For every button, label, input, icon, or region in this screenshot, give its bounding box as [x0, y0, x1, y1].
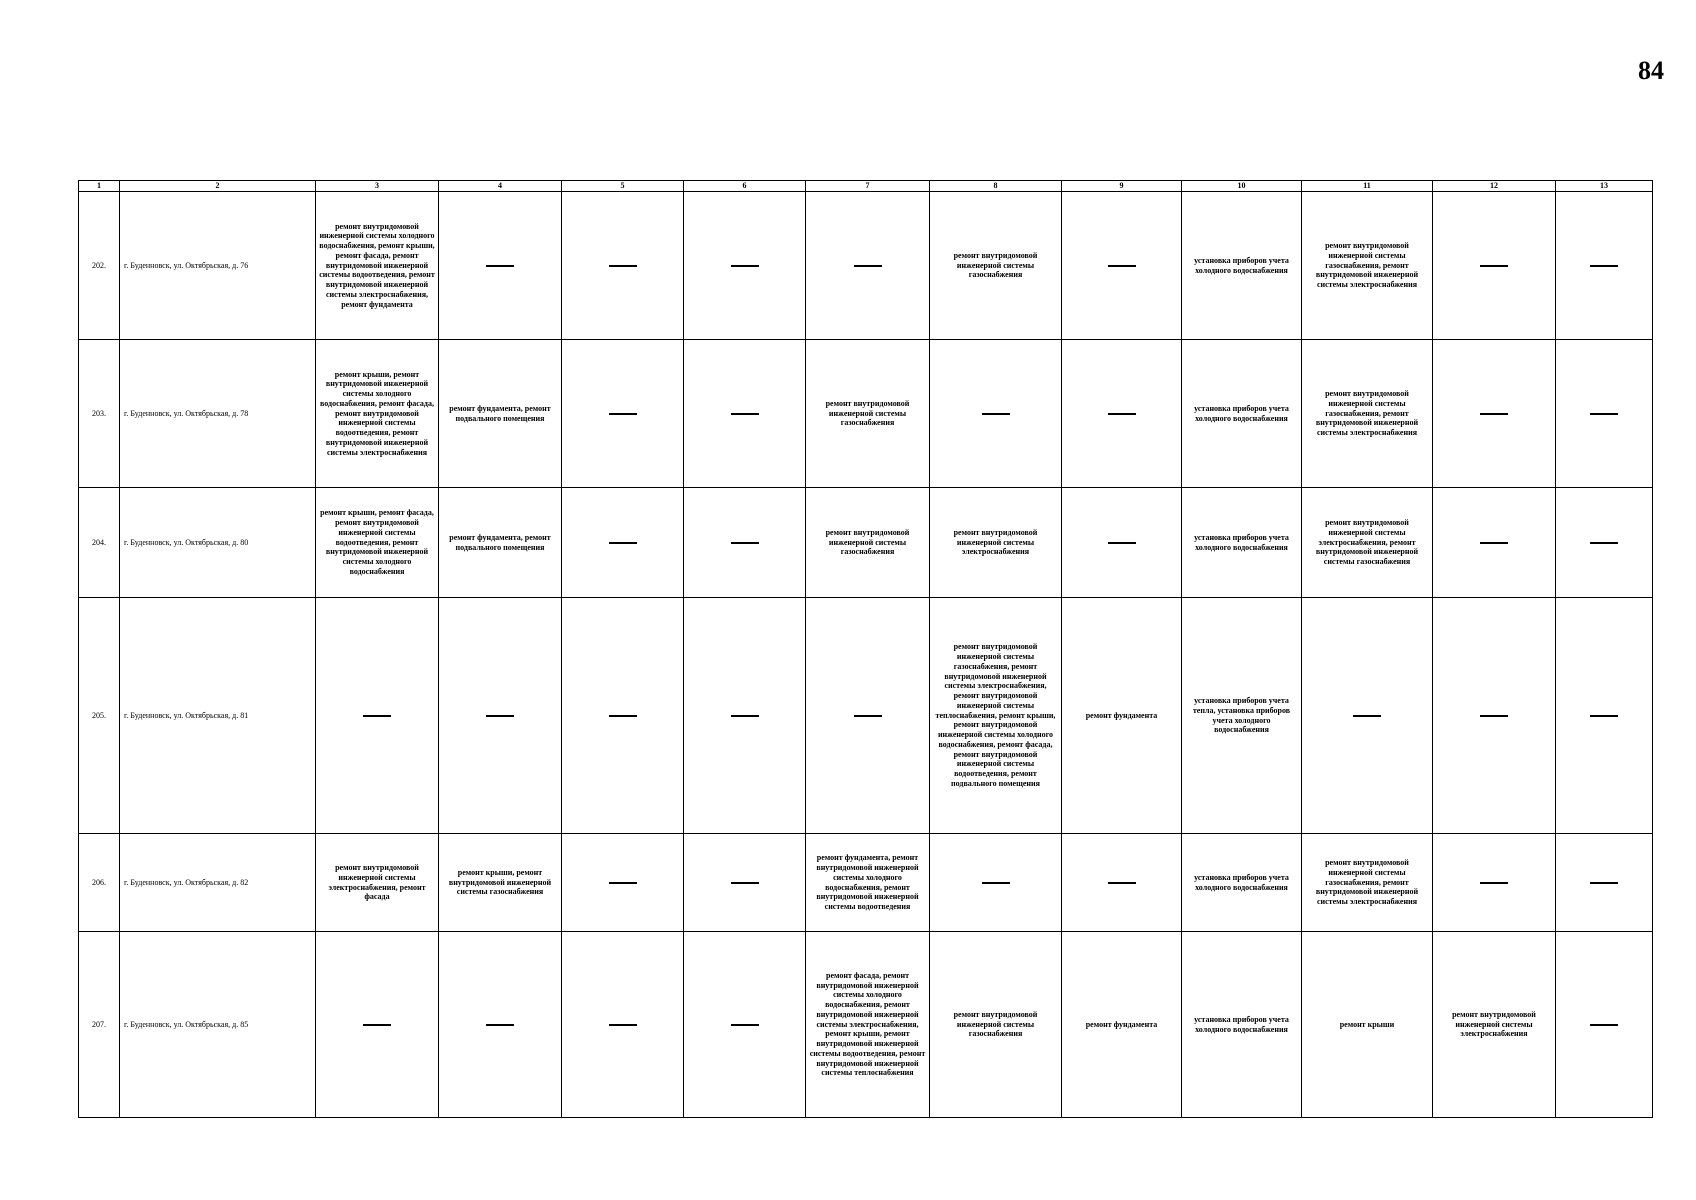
- work-cell: ремонт крыши, ремонт внутридомовой инженерной системы газоснабжения: [439, 834, 562, 932]
- table-row: [79, 834, 1653, 932]
- dash-mark: [1590, 882, 1618, 884]
- column-number: 7: [806, 181, 930, 192]
- empty-cell: [684, 340, 806, 488]
- empty-cell: [1433, 488, 1556, 598]
- dash-mark: [1108, 413, 1136, 415]
- empty-cell: [439, 192, 562, 340]
- dash-mark: [1590, 1024, 1618, 1026]
- row-address: г. Буденновск, ул. Октябрьская, д. 85: [120, 932, 316, 1118]
- empty-cell: [316, 598, 439, 834]
- work-cell: ремонт внутридомовой инженерной системы электроснабжения: [930, 488, 1062, 598]
- column-number: 11: [1302, 181, 1433, 192]
- empty-cell: [562, 192, 684, 340]
- work-cell: ремонт фундамента, ремонт подвального помещения: [439, 488, 562, 598]
- dash-mark: [609, 715, 637, 717]
- work-cell: установка приборов учета холодного водоснабжения: [1182, 192, 1302, 340]
- row-address: г. Буденновск, ул. Октябрьская, д. 78: [120, 340, 316, 488]
- work-cell: ремонт внутридомовой инженерной системы газоснабжения, ремонт внутридомовой инженерной системы электроснабжения, ремонт внутридомовой инженерной системы теплоснабжения, ремонт крыши, ремонт внутридомовой инженерной системы холодного водоснабжения, ремонт фасада, ремонт внутридомовой инженерной системы водоотведения, ремонт подвального помещения: [930, 598, 1062, 834]
- empty-cell: [806, 192, 930, 340]
- work-cell: ремонт крыши, ремонт внутридомовой инженерной системы холодного водоснабжения, ремонт фасада, ремонт внутридомовой инженерной системы водоотведения, ремонт внутридомовой инженерной системы электроснабжения: [316, 340, 439, 488]
- dash-mark: [1590, 542, 1618, 544]
- dash-mark: [1590, 715, 1618, 717]
- work-cell: установка приборов учета холодного водоснабжения: [1182, 834, 1302, 932]
- empty-cell: [1062, 834, 1182, 932]
- dash-mark: [731, 413, 759, 415]
- empty-cell: [1556, 598, 1653, 834]
- empty-cell: [1433, 340, 1556, 488]
- empty-cell: [1556, 834, 1653, 932]
- row-address: г. Буденновск, ул. Октябрьская, д. 82: [120, 834, 316, 932]
- empty-cell: [562, 340, 684, 488]
- dash-mark: [1480, 542, 1508, 544]
- work-cell: ремонт внутридомовой инженерной системы газоснабжения: [806, 340, 930, 488]
- dash-mark: [486, 265, 514, 267]
- dash-mark: [982, 882, 1010, 884]
- table-row: [79, 932, 1653, 1118]
- row-number: 202.: [79, 192, 120, 340]
- work-cell: установка приборов учета тепла, установка приборов учета холодного водоснабжения: [1182, 598, 1302, 834]
- work-cell: ремонт внутридомовой инженерной системы газоснабжения, ремонт внутридомовой инженерной системы электроснабжения: [1302, 834, 1433, 932]
- column-number: 4: [439, 181, 562, 192]
- work-cell: ремонт фундамента, ремонт подвального помещения: [439, 340, 562, 488]
- dash-mark: [363, 1024, 391, 1026]
- work-cell: ремонт внутридомовой инженерной системы электроснабжения, ремонт фасада: [316, 834, 439, 932]
- work-cell: ремонт фундамента: [1062, 598, 1182, 834]
- empty-cell: [1556, 488, 1653, 598]
- work-cell: ремонт внутридомовой инженерной системы газоснабжения, ремонт внутридомовой инженерной системы электроснабжения: [1302, 192, 1433, 340]
- empty-cell: [1062, 488, 1182, 598]
- work-cell: установка приборов учета холодного водоснабжения: [1182, 932, 1302, 1118]
- dash-mark: [1480, 413, 1508, 415]
- dash-mark: [1590, 265, 1618, 267]
- work-cell: установка приборов учета холодного водоснабжения: [1182, 340, 1302, 488]
- dash-mark: [609, 265, 637, 267]
- dash-mark: [731, 265, 759, 267]
- empty-cell: [1062, 192, 1182, 340]
- column-number: 1: [79, 181, 120, 192]
- empty-cell: [1556, 932, 1653, 1118]
- work-cell: ремонт крыши, ремонт фасада, ремонт внутридомовой инженерной системы водоотведения, ремонт внутридомовой инженерной системы холодного водоснабжения: [316, 488, 439, 598]
- empty-cell: [439, 932, 562, 1118]
- empty-cell: [684, 598, 806, 834]
- table-row: [79, 598, 1653, 834]
- column-number: 12: [1433, 181, 1556, 192]
- work-cell: установка приборов учета холодного водоснабжения: [1182, 488, 1302, 598]
- empty-cell: [1433, 598, 1556, 834]
- empty-cell: [562, 598, 684, 834]
- work-cell: ремонт внутридомовой инженерной системы электроснабжения: [1433, 932, 1556, 1118]
- dash-mark: [854, 265, 882, 267]
- work-cell: ремонт внутридомовой инженерной системы газоснабжения: [930, 192, 1062, 340]
- empty-cell: [562, 488, 684, 598]
- row-number: 206.: [79, 834, 120, 932]
- work-cell: ремонт внутридомовой инженерной системы холодного водоснабжения, ремонт крыши, ремонт фасада, ремонт внутридомовой инженерной системы водоотведения, ремонт внутридомовой инженерной системы электроснабжения, ремонт фундамента: [316, 192, 439, 340]
- dash-mark: [1480, 882, 1508, 884]
- empty-cell: [684, 834, 806, 932]
- empty-cell: [1556, 340, 1653, 488]
- dash-mark: [486, 1024, 514, 1026]
- table-row: [79, 488, 1653, 598]
- work-cell: ремонт фундамента, ремонт внутридомовой инженерной системы холодного водоснабжения, ремонт внутридомовой инженерной системы водоотведения: [806, 834, 930, 932]
- row-address: г. Буденновск, ул. Октябрьская, д. 81: [120, 598, 316, 834]
- dash-mark: [609, 413, 637, 415]
- dash-mark: [1590, 413, 1618, 415]
- dash-mark: [363, 715, 391, 717]
- dash-mark: [1108, 882, 1136, 884]
- empty-cell: [930, 340, 1062, 488]
- empty-cell: [1062, 340, 1182, 488]
- dash-mark: [731, 715, 759, 717]
- column-number: 2: [120, 181, 316, 192]
- work-cell: ремонт внутридомовой инженерной системы газоснабжения, ремонт внутридомовой инженерной системы электроснабжения: [1302, 340, 1433, 488]
- page-number: 84: [1638, 56, 1664, 85]
- empty-cell: [316, 932, 439, 1118]
- row-number: 205.: [79, 598, 120, 834]
- column-number: 3: [316, 181, 439, 192]
- column-number: 10: [1182, 181, 1302, 192]
- empty-cell: [1302, 598, 1433, 834]
- table-body: [79, 192, 1653, 1118]
- empty-cell: [684, 192, 806, 340]
- dash-mark: [1480, 265, 1508, 267]
- dash-mark: [609, 882, 637, 884]
- empty-cell: [562, 834, 684, 932]
- column-number: 8: [930, 181, 1062, 192]
- empty-cell: [562, 932, 684, 1118]
- row-address: г. Буденновск, ул. Октябрьская, д. 76: [120, 192, 316, 340]
- dash-mark: [1480, 715, 1508, 717]
- dash-mark: [609, 1024, 637, 1026]
- dash-mark: [982, 413, 1010, 415]
- work-cell: ремонт внутридомовой инженерной системы газоснабжения: [930, 932, 1062, 1118]
- row-number: 203.: [79, 340, 120, 488]
- empty-cell: [1433, 834, 1556, 932]
- column-number: 5: [562, 181, 684, 192]
- work-cell: ремонт крыши: [1302, 932, 1433, 1118]
- table-row: [79, 192, 1653, 340]
- dash-mark: [1108, 542, 1136, 544]
- dash-mark: [1353, 715, 1381, 717]
- work-cell: ремонт внутридомовой инженерной системы газоснабжения: [806, 488, 930, 598]
- dash-mark: [1108, 265, 1136, 267]
- table-row: [79, 340, 1653, 488]
- empty-cell: [806, 598, 930, 834]
- row-address: г. Буденновск, ул. Октябрьская, д. 80: [120, 488, 316, 598]
- dash-mark: [486, 715, 514, 717]
- row-number: 204.: [79, 488, 120, 598]
- repair-schedule-table: [78, 180, 1653, 1118]
- column-number: 6: [684, 181, 806, 192]
- work-cell: ремонт фасада, ремонт внутридомовой инженерной системы холодного водоснабжения, ремонт внутридомовой инженерной системы электроснабжения, ремонт крыши, ремонт внутридомовой инженерной системы водоотведения, ремонт внутридомовой инженерной системы теплоснабжения: [806, 932, 930, 1118]
- dash-mark: [731, 882, 759, 884]
- empty-cell: [684, 488, 806, 598]
- empty-cell: [930, 834, 1062, 932]
- dash-mark: [609, 542, 637, 544]
- dash-mark: [731, 1024, 759, 1026]
- empty-cell: [1556, 192, 1653, 340]
- dash-mark: [731, 542, 759, 544]
- empty-cell: [684, 932, 806, 1118]
- work-cell: ремонт фундамента: [1062, 932, 1182, 1118]
- row-number: 207.: [79, 932, 120, 1118]
- column-number-row: [79, 181, 1653, 192]
- column-number: 13: [1556, 181, 1653, 192]
- empty-cell: [439, 598, 562, 834]
- column-number: 9: [1062, 181, 1182, 192]
- dash-mark: [854, 715, 882, 717]
- empty-cell: [1433, 192, 1556, 340]
- work-cell: ремонт внутридомовой инженерной системы электроснабжения, ремонт внутридомовой инженерной системы газоснабжения: [1302, 488, 1433, 598]
